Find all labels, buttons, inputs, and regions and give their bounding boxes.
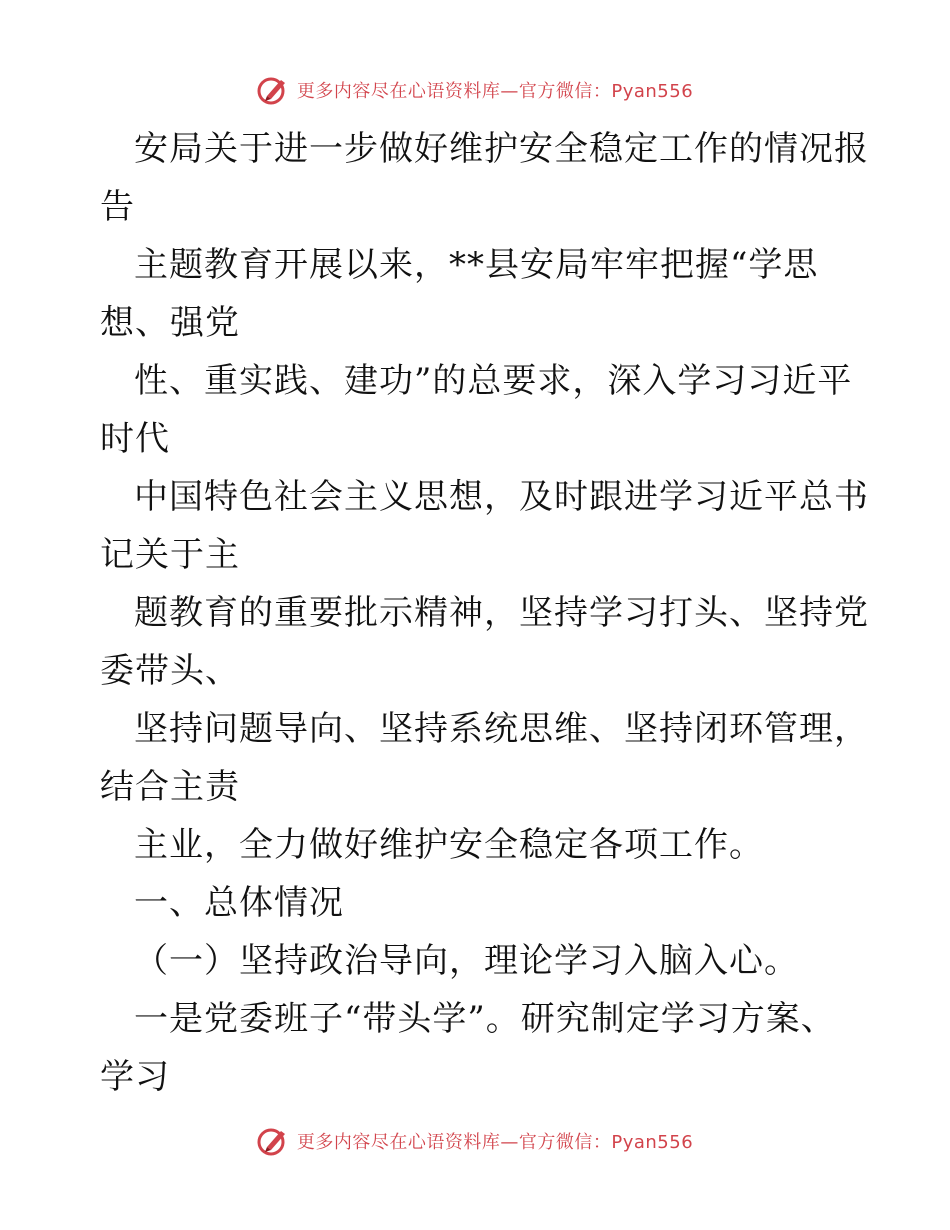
text-line: 一是党委班子“带头学”。研究制定学习方案、 — [134, 999, 836, 1039]
text-line: 安局关于进一步做好维护安全稳定工作的情况报 — [134, 129, 869, 169]
header-watermark — [0, 70, 950, 110]
text-line: 委带头、 — [100, 651, 240, 691]
pen-logo-icon — [257, 1125, 289, 1157]
text-line: 题教育的重要批示精神，坚持学习打头、坚持党 — [134, 593, 869, 633]
section-heading: 一、总体情况 — [134, 883, 344, 923]
text-line: 结合主责 — [100, 767, 240, 807]
text-line: 中国特色社会主义思想，及时跟进学习近平总书 — [134, 477, 869, 517]
pen-logo-icon — [257, 74, 289, 106]
text-line: 坚持问题导向、坚持系统思维、坚持闭环管理， — [134, 709, 869, 749]
text-line: 时代 — [100, 419, 170, 459]
text-line: 记关于主 — [100, 535, 240, 575]
footer-watermark — [0, 1121, 950, 1161]
text-line: 想、强党 — [100, 303, 240, 343]
subsection-heading: （一）坚持政治导向，理论学习入脑入心。 — [134, 941, 799, 981]
text-line: 学习 — [100, 1057, 170, 1097]
text-line: 主业，全力做好维护安全稳定各项工作。 — [134, 825, 764, 865]
text-line: 主题教育开展以来，**县安局牢牢把握“学思 — [134, 245, 819, 285]
text-line: 性、重实践、建功”的总要求，深入学习习近平 — [134, 361, 853, 401]
watermark-text: 更多内容尽在心语资料库—官方微信：Pyan556 — [296, 1132, 694, 1153]
text-line: 告 — [100, 187, 135, 227]
document-body — [100, 120, 869, 1106]
watermark-text: 更多内容尽在心语资料库—官方微信：Pyan556 — [296, 81, 694, 102]
